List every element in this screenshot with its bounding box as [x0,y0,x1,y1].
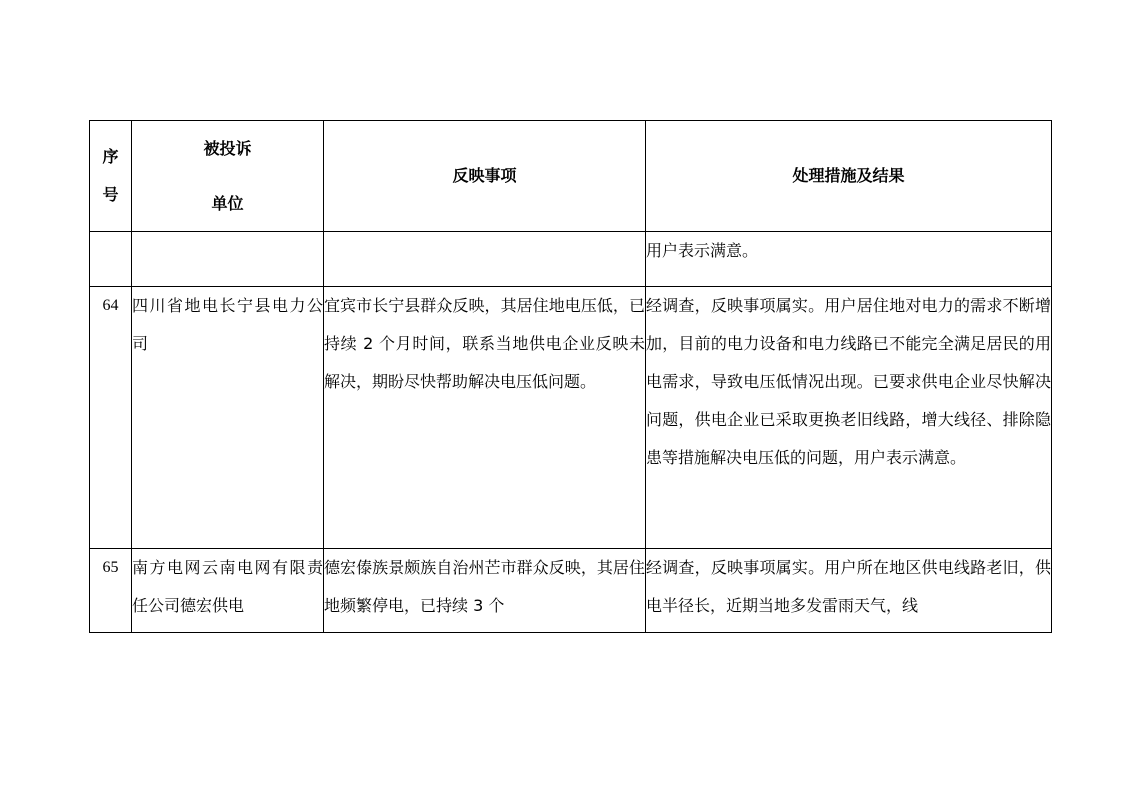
header-index-line1: 序 [102,147,119,166]
table-row [90,232,1052,287]
row-unit: 南方电网云南电网有限责任公司德宏供电 [132,549,324,633]
row-issue: 德宏傣族景颇族自治州芒市群众反映，其居住地频繁停电，已持续 3 个 [324,549,646,633]
row-result: 经调查，反映事项属实。用户居住地对电力的需求不断增加，目前的电力设备和电力线路已不能完全满足居民的用电需求，导致电压低情况出现。已要求供电企业尽快解决问题，供电企业已采取更换老旧线路，增大线径、排除隐患等措施解决电压低的问题，用户表示满意。 [646,287,1052,549]
row-result: 经调查，反映事项属实。用户所在地区供电线路老旧，供电半径长，近期当地多发雷雨天气，线 [646,549,1052,633]
row-issue: 宜宾市长宁县群众反映，其居住地电压低，已持续 2 个月时间，联系当地供电企业反映未解决，期盼尽快帮助解决电压低问题。 [324,287,646,549]
header-unit-line1: 被投诉 [203,139,252,158]
header-result: 处理措施及结果 [646,121,1052,232]
row-unit [132,232,324,287]
row-index: 64 [90,287,132,549]
header-unit-line2: 单位 [211,194,244,213]
row-issue [324,232,646,287]
table-row [90,549,1052,633]
header-unit [132,121,324,232]
table-header-row [90,121,1052,232]
header-index [90,121,132,232]
row-result: 用户表示满意。 [646,232,1052,287]
row-index [90,232,132,287]
row-index: 65 [90,549,132,633]
table-row [90,287,1052,549]
header-index-line2: 号 [102,185,119,204]
complaints-table [89,120,1052,633]
row-unit: 四川省地电长宁县电力公司 [132,287,324,549]
header-issue: 反映事项 [324,121,646,232]
